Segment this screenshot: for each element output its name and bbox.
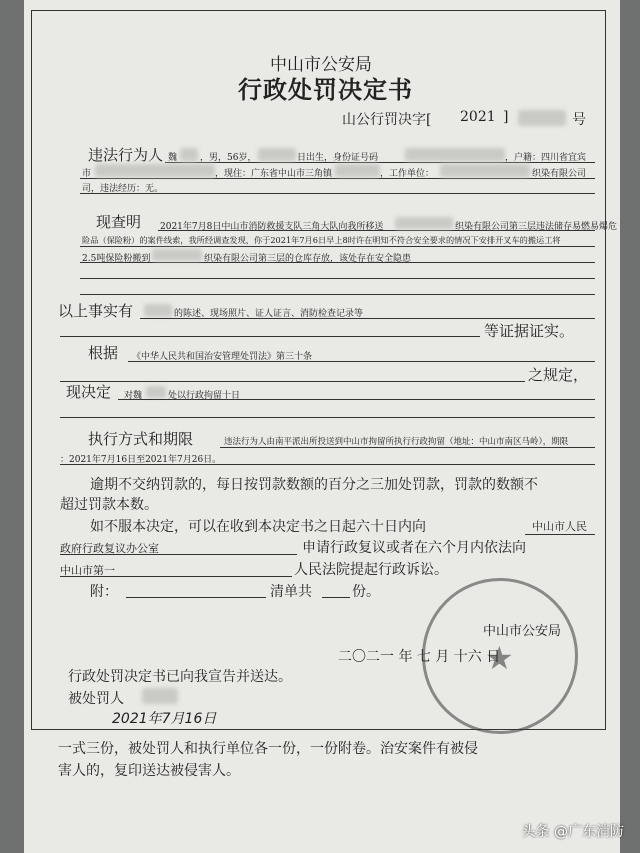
redacted-address <box>95 164 215 177</box>
offender-label: 违法行为人 <box>88 146 164 164</box>
facts-label: 现查明 <box>96 213 142 231</box>
offender-name: 魏 <box>168 153 178 163</box>
redacted-facts-3 <box>152 249 202 261</box>
evidence-suffix: 等证据证实。 <box>484 322 575 340</box>
org-name: 中山市公安局 <box>270 55 372 75</box>
facts-line-5 <box>80 294 595 295</box>
appeal-line-1-fill: 中山市人民 <box>532 520 587 533</box>
seal-org: 中山市公安局 <box>483 624 562 639</box>
footer-line-2: 害人的，复印送达被侵害人。 <box>58 763 240 779</box>
redacted-facts-1 <box>395 217 453 229</box>
redacted-dob <box>258 148 296 161</box>
decision-content: 对魏 <box>124 391 143 401</box>
execution-label: 执行方式和期限 <box>88 430 194 448</box>
basis-suffix: 之规定， <box>528 366 589 384</box>
doc-title: 行政处罚决定书 <box>238 75 413 104</box>
attach-underline-2 <box>322 597 350 598</box>
offender-dob: 日出生，身份证号码 <box>297 153 379 163</box>
attach-label: 附： <box>90 584 118 600</box>
facts-line-3a-text: 2.5吨保险粉搬到 <box>82 254 151 264</box>
delivery-line: 行政处罚决定书已向我宣告并送达。 <box>68 669 292 685</box>
evidence-line-1 <box>140 318 595 319</box>
redacted-decision-name <box>146 386 166 398</box>
attach-underline-1 <box>126 597 266 598</box>
offender-gender-age: ，男，56岁， <box>200 153 257 163</box>
evidence-content: 的陈述、现场照片、证人证言、消防检查记录等 <box>174 309 364 319</box>
case-number-suffix: 号 <box>572 112 586 128</box>
redacted-address-2 <box>335 164 380 177</box>
facts-line-1-text: 2021年7月8日中山市消防救援支队三角大队向我所移送 <box>160 222 384 232</box>
appeal-line-1: 如不服本决定，可以在收到本决定书之日起六十日内向 <box>90 519 426 535</box>
appeal-line-3-underline <box>60 576 292 577</box>
offender-line-2 <box>80 178 595 179</box>
overdue-line-1: 逾期不交纳罚款的，每日按罚款数额的百分之三加处罚款，罚款的数额不 <box>90 477 538 493</box>
appeal-line-2-fill: 政府行政复议办公室 <box>60 542 159 555</box>
appeal-line-1-underline <box>525 534 595 535</box>
decision-content-2: 处以行政拘留十日 <box>168 391 241 401</box>
case-number-year: 2021 <box>460 109 496 125</box>
redacted-company <box>440 164 530 177</box>
facts-line-1b-text: 织染有限公司第三层违法储存易燃易爆危 <box>455 222 618 232</box>
watermark: 头条 @广东消防 <box>521 824 624 840</box>
facts-line-4 <box>80 278 595 279</box>
execution-line-2-text: ：2021年7月16日至2021年7月26日。 <box>60 455 222 465</box>
seal-star-icon: ★ <box>485 639 514 677</box>
offender-address: ，现住：广东省中山市三角镇 <box>215 169 333 179</box>
offender-company: 织染有限公司 <box>532 169 587 179</box>
basis-content: 《中华人民共和国治安管理处罚法》第三十条 <box>132 352 313 362</box>
evidence-line-2 <box>60 336 480 337</box>
redacted-signature <box>142 688 178 704</box>
decision-label: 现决定 <box>66 383 112 401</box>
seal-date: 二〇二一 年 七 月 十六 日 <box>338 649 501 665</box>
redacted-id <box>405 148 505 161</box>
execution-line-1 <box>220 447 595 448</box>
offender-work: ，工作单位： <box>380 169 435 179</box>
redacted-evidence-name <box>144 304 172 317</box>
overdue-line-2: 超过罚款本数。 <box>60 497 158 513</box>
redacted-case-number <box>518 110 566 126</box>
execution-line-2 <box>60 464 595 465</box>
decision-line-1 <box>118 399 595 400</box>
offender-city: 市 <box>82 169 92 179</box>
facts-line-2 <box>80 246 595 247</box>
delivery-person-label: 被处罚人 <box>68 691 124 707</box>
offender-history: 司，违法经历：无。 <box>82 184 164 194</box>
basis-line-1 <box>128 361 595 362</box>
signature-date: 2021年7月16日 <box>112 711 217 727</box>
evidence-label: 以上事实有 <box>58 302 134 320</box>
appeal-line-2-underline <box>60 554 297 555</box>
execution-line-1-text: 违法行为人由南平派出所投送到中山市拘留所执行行政拘留（地址：中山市南区马岭），期限 <box>224 437 569 447</box>
appeal-line-3: 人民法院提起行政诉讼。 <box>294 562 448 578</box>
appeal-line-2: 申请行政复议或者在六个月内依法向 <box>302 540 526 556</box>
attach-mid: 清单共 <box>270 584 312 600</box>
case-number-bracket: ] <box>503 109 509 125</box>
appeal-line-3-fill: 中山市第一 <box>60 564 115 577</box>
facts-line-2-text: 险品（保险粉）的案件线索，我所经调查发现，你于2021年7月6日早上8时许在明知不符合安全要求的情况下安排开叉车的搬运工将 <box>82 235 561 245</box>
redacted-name <box>180 148 198 161</box>
basis-label: 根据 <box>88 344 119 362</box>
basis-line-2 <box>60 381 525 382</box>
offender-hukou: ，户籍：四川省宜宾 <box>505 153 587 163</box>
decision-line-2 <box>60 417 595 418</box>
attach-suffix: 份。 <box>352 584 380 600</box>
footer-line-1: 一式三份，被处罚人和执行单位各一份，一份附卷。治安案件有被侵 <box>58 741 478 757</box>
case-number-prefix: 山公行罚决字[ <box>342 112 432 128</box>
facts-line-3b-text: 织染有限公司第三层的仓库存放，该处存在安全隐患 <box>204 254 412 264</box>
